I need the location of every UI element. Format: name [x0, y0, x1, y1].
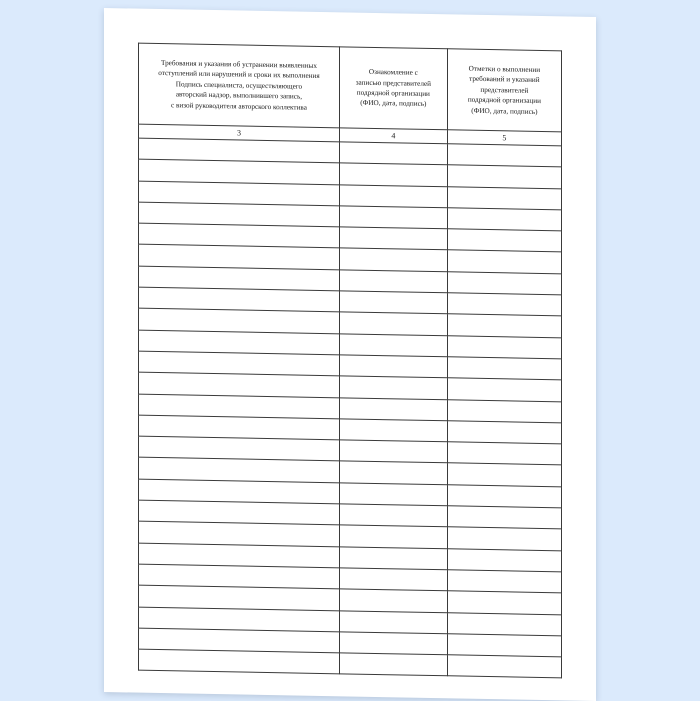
table-cell-empty[interactable]: [447, 357, 561, 380]
table-cell-empty[interactable]: [339, 163, 447, 186]
table-cell-empty[interactable]: [447, 165, 561, 188]
column-header-3: [139, 43, 340, 128]
header-line: Подпись специалиста, осуществляющего: [175, 80, 303, 91]
paper-sheet: [104, 8, 596, 701]
table-header-row: [139, 43, 562, 132]
table-cell-empty[interactable]: [339, 333, 447, 356]
header-line: подрядной организации: [467, 95, 541, 106]
table-cell-empty[interactable]: [339, 461, 447, 484]
table-cell-empty[interactable]: [447, 442, 561, 465]
header-line: записью представителей: [355, 78, 431, 88]
table-cell-empty[interactable]: [339, 270, 447, 293]
table-cell-empty[interactable]: [339, 546, 447, 569]
header-line: с визой руководителя авторского коллектива: [171, 100, 307, 112]
column-number-5: 5: [447, 130, 561, 146]
table-cell-empty[interactable]: [339, 653, 447, 676]
table-cell-empty[interactable]: [447, 485, 561, 508]
table-cell-empty[interactable]: [339, 568, 447, 591]
table-cell-empty[interactable]: [339, 291, 447, 314]
table-cell-empty[interactable]: [447, 634, 561, 657]
table-cell-empty[interactable]: [447, 314, 561, 337]
table-cell-empty[interactable]: [339, 355, 447, 378]
table-cell-empty[interactable]: [339, 589, 447, 612]
table-cell-empty[interactable]: [447, 570, 561, 593]
header-line: (ФИО, дата, подпись): [360, 99, 427, 109]
header-line: Отметки о выполнении: [468, 64, 541, 74]
column-header-5: [447, 49, 561, 132]
table-cell-empty[interactable]: [447, 655, 561, 678]
table-cell-empty[interactable]: [339, 248, 447, 271]
table-cell-empty[interactable]: [447, 612, 561, 635]
table-cell-empty[interactable]: [447, 293, 561, 316]
table-cell-empty[interactable]: [339, 525, 447, 548]
table-cell-empty[interactable]: [339, 397, 447, 420]
table-cell-empty[interactable]: [447, 399, 561, 422]
table-cell-empty[interactable]: [447, 144, 561, 167]
table-cell-empty[interactable]: [339, 440, 447, 463]
table-cell-empty[interactable]: [447, 591, 561, 614]
table-cell-empty[interactable]: [447, 506, 561, 529]
table-cell-empty[interactable]: [139, 649, 340, 674]
header-line: (ФИО, дата, подпись): [471, 106, 538, 116]
table-cell-empty[interactable]: [339, 376, 447, 399]
table-cell-empty[interactable]: [447, 548, 561, 571]
header-line: Требования и указания об устранении выявленных: [160, 58, 317, 70]
column-number-4: 4: [339, 128, 447, 144]
table-cell-empty[interactable]: [447, 186, 561, 209]
table-cell-empty[interactable]: [447, 250, 561, 273]
header-line: представителей: [480, 85, 529, 95]
header-line: требований и указаний: [469, 75, 540, 85]
table-body: [139, 138, 562, 678]
header-line: отступлений или нарушений и сроки их выполнения: [158, 69, 320, 81]
register-table: [138, 43, 562, 679]
header-line: Ознакомление с: [368, 67, 418, 77]
table-cell-empty[interactable]: [339, 610, 447, 633]
table-cell-empty[interactable]: [447, 335, 561, 358]
table-cell-empty[interactable]: [447, 463, 561, 486]
header-line: подрядной организации: [356, 88, 430, 98]
table-cell-empty[interactable]: [339, 419, 447, 442]
table-cell-empty[interactable]: [339, 184, 447, 207]
table-cell-empty[interactable]: [339, 227, 447, 250]
page-content: [138, 43, 562, 683]
table-cell-empty[interactable]: [339, 312, 447, 335]
table-cell-empty[interactable]: [339, 206, 447, 229]
table-cell-empty[interactable]: [447, 378, 561, 401]
table-cell-empty[interactable]: [339, 504, 447, 527]
column-header-4: [339, 47, 447, 130]
table-cell-empty[interactable]: [447, 229, 561, 252]
table-cell-empty[interactable]: [447, 527, 561, 550]
column-number-3: 3: [139, 124, 340, 142]
table-cell-empty[interactable]: [339, 142, 447, 165]
table-cell-empty[interactable]: [447, 272, 561, 295]
table-cell-empty[interactable]: [447, 421, 561, 444]
table-cell-empty[interactable]: [339, 483, 447, 506]
table-header: [139, 43, 562, 146]
header-line: авторский надзор, выполнившего запись,: [175, 90, 303, 101]
table-cell-empty[interactable]: [447, 208, 561, 231]
table-cell-empty[interactable]: [339, 632, 447, 655]
